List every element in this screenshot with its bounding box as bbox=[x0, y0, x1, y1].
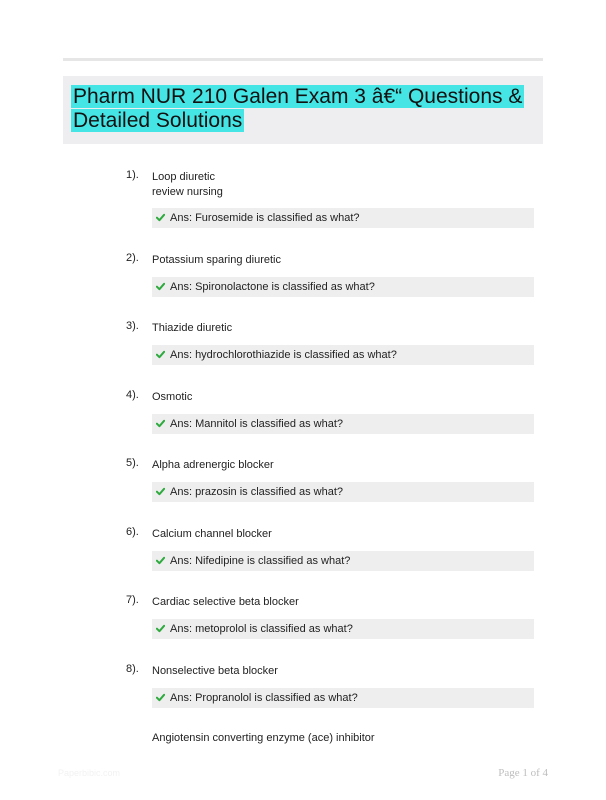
question-text bbox=[152, 170, 223, 200]
question-number: 7). bbox=[126, 594, 139, 606]
answer-text: Ans: Mannitol is classified as what? bbox=[170, 418, 344, 430]
question-number: 4). bbox=[126, 389, 139, 401]
answer-box-2 bbox=[152, 277, 534, 297]
answer-text: Ans: Propranolol is classified as what? bbox=[170, 692, 358, 704]
answer-box-1 bbox=[152, 208, 534, 228]
question-number: 5). bbox=[126, 457, 139, 469]
check-icon bbox=[156, 556, 165, 565]
answer-text: Ans: Spironolactone is classified as what? bbox=[170, 281, 375, 293]
question-number: 1). bbox=[126, 169, 139, 181]
question-text: Osmotic bbox=[152, 391, 193, 403]
top-divider bbox=[63, 58, 543, 61]
check-icon bbox=[156, 624, 165, 633]
check-icon bbox=[156, 213, 165, 222]
question-number: 6). bbox=[126, 526, 139, 538]
answer-text: Ans: Furosemide is classified as what? bbox=[170, 212, 360, 224]
check-icon bbox=[156, 282, 165, 291]
question-text: Nonselective beta blocker bbox=[152, 665, 278, 677]
answer-box-8 bbox=[152, 688, 534, 708]
answer-text: Ans: metoprolol is classified as what? bbox=[170, 623, 353, 635]
check-icon bbox=[156, 419, 165, 428]
question-label: Loop diuretic bbox=[152, 171, 215, 183]
question-subtext: review nursing bbox=[152, 186, 223, 198]
answer-text: Ans: Nifedipine is classified as what? bbox=[170, 555, 351, 567]
question-number: 2). bbox=[126, 252, 139, 264]
answer-box-7 bbox=[152, 619, 534, 639]
question-text: Cardiac selective beta blocker bbox=[152, 596, 299, 608]
next-question-text: Angiotensin converting enzyme (ace) inhibitor bbox=[152, 732, 375, 744]
page-number: Page 1 of 4 bbox=[498, 767, 548, 779]
answer-text: Ans: hydrochlorothiazide is classified as what? bbox=[170, 349, 397, 361]
question-number: 8). bbox=[126, 663, 139, 675]
question-text: Thiazide diuretic bbox=[152, 322, 233, 334]
question-number: 3). bbox=[126, 320, 139, 332]
answer-box-3 bbox=[152, 345, 534, 365]
page-title-text: Pharm NUR 210 Galen Exam 3 â€“ Questions & Detailed Solutions bbox=[73, 85, 523, 132]
check-icon bbox=[156, 350, 165, 359]
check-icon bbox=[156, 693, 165, 702]
answer-box-6 bbox=[152, 551, 534, 571]
question-text: Potassium sparing diuretic bbox=[152, 254, 282, 266]
answer-box-5 bbox=[152, 482, 534, 502]
footer-watermark: Paperbibic.com bbox=[58, 768, 121, 778]
check-icon bbox=[156, 487, 165, 496]
page-title bbox=[71, 85, 531, 133]
question-text: Alpha adrenergic blocker bbox=[152, 459, 274, 471]
question-text: Calcium channel blocker bbox=[152, 528, 272, 540]
answer-box-4 bbox=[152, 414, 534, 434]
answer-text: Ans: prazosin is classified as what? bbox=[170, 486, 344, 498]
